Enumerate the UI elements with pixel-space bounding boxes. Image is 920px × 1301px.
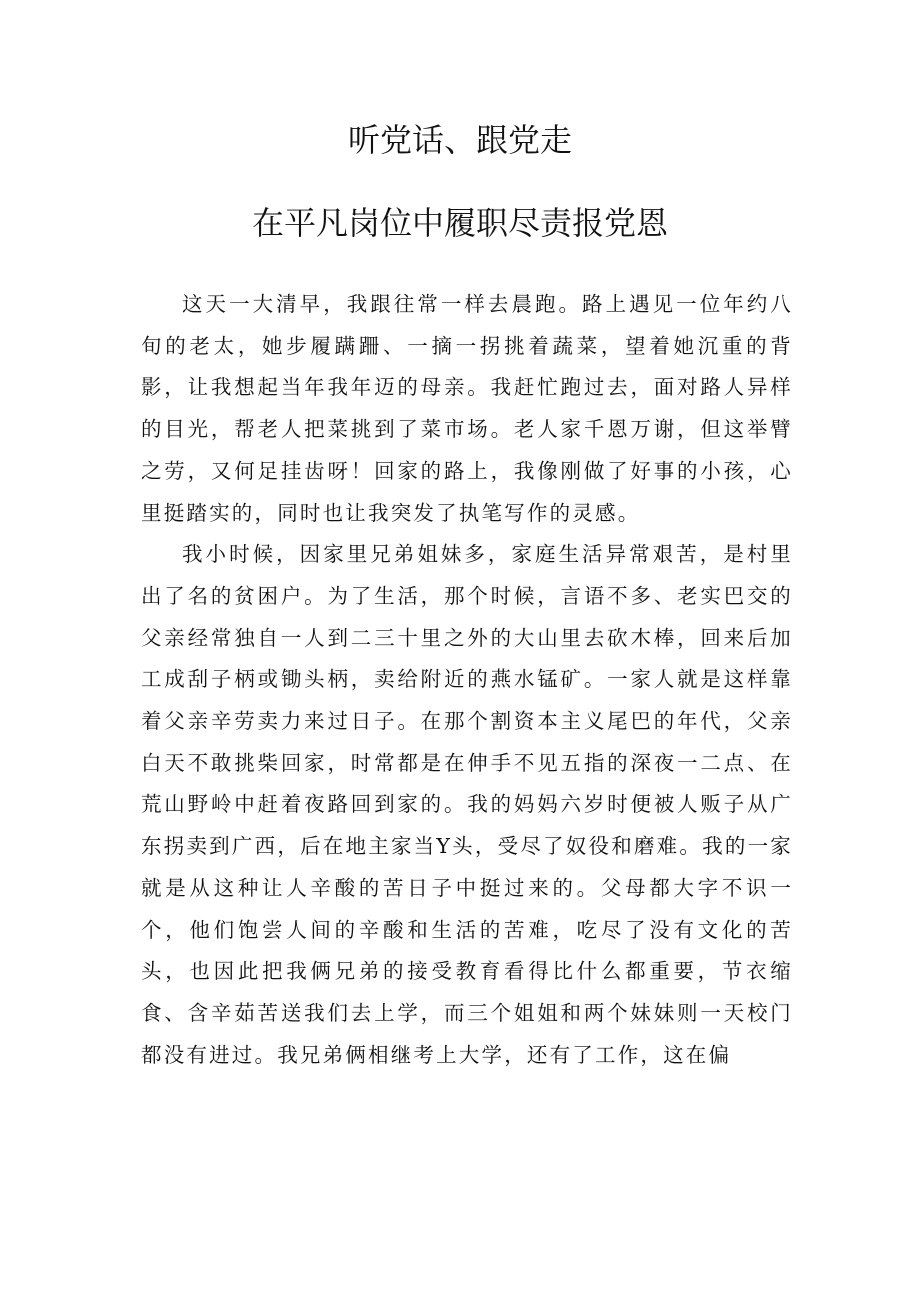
paragraph-2: 我小时候，因家里兄弟姐妹多，家庭生活异常艰苦，是村里出了名的贫困户。为了生活，那个时候，言语不多、老实巴交的父亲经常独自一人到二三十里之外的大山里去砍木棒，回来后加工成刮子柄或锄头柄，卖给附近的燕水锰矿。一家人就是这样靠着父亲辛劳卖力来过日子。在那个割资本主义尾巴的年代，父亲白天不敢挑柴回家，时常都是在伸手不见五指的深夜一二点、在荒山野岭中赶着夜路回到家的。我的妈妈六岁时便被人贩子从广东拐卖到广西，后在地主家当Y头，受尽了奴役和磨难。我的一家就是从这种让人辛酸的苦日子中挺过来的。父母都大字不识一个，他们饱尝人间的辛酸和生活的苦难，吃尽了没有文化的苦头，也因此把我俩兄弟的接受教育看得比什么都重要，节衣缩食、含辛茹苦送我们去上学，而三个姐姐和两个妹妹则一天校门都没有进过。我兄弟俩相继考上大学，还有了工作，这在偏: [141, 542, 793, 1067]
document-body: [141, 284, 793, 1076]
document-title-line-2: 在平凡岗位中履职尽责报党恩: [251, 204, 668, 242]
document-title-line-1: 听党话、跟党走: [347, 121, 572, 159]
paragraph-1: 这天一大清早，我跟往常一样去晨跑。路上遇见一位年约八旬的老太，她步履蹒跚、一摘一拐挑着蔬菜，望着她沉重的背影，让我想起当年我年迈的母亲。我赶忙跑过去，面对路人异样的目光，帮老人把菜挑到了菜市场。老人家千恩万谢，但这举臂之劳，又何足挂齿呀！回家的路上，我像刚做了好事的小孩，心里挺踏实的，同时也让我突发了执笔写作的灵感。: [141, 292, 793, 525]
